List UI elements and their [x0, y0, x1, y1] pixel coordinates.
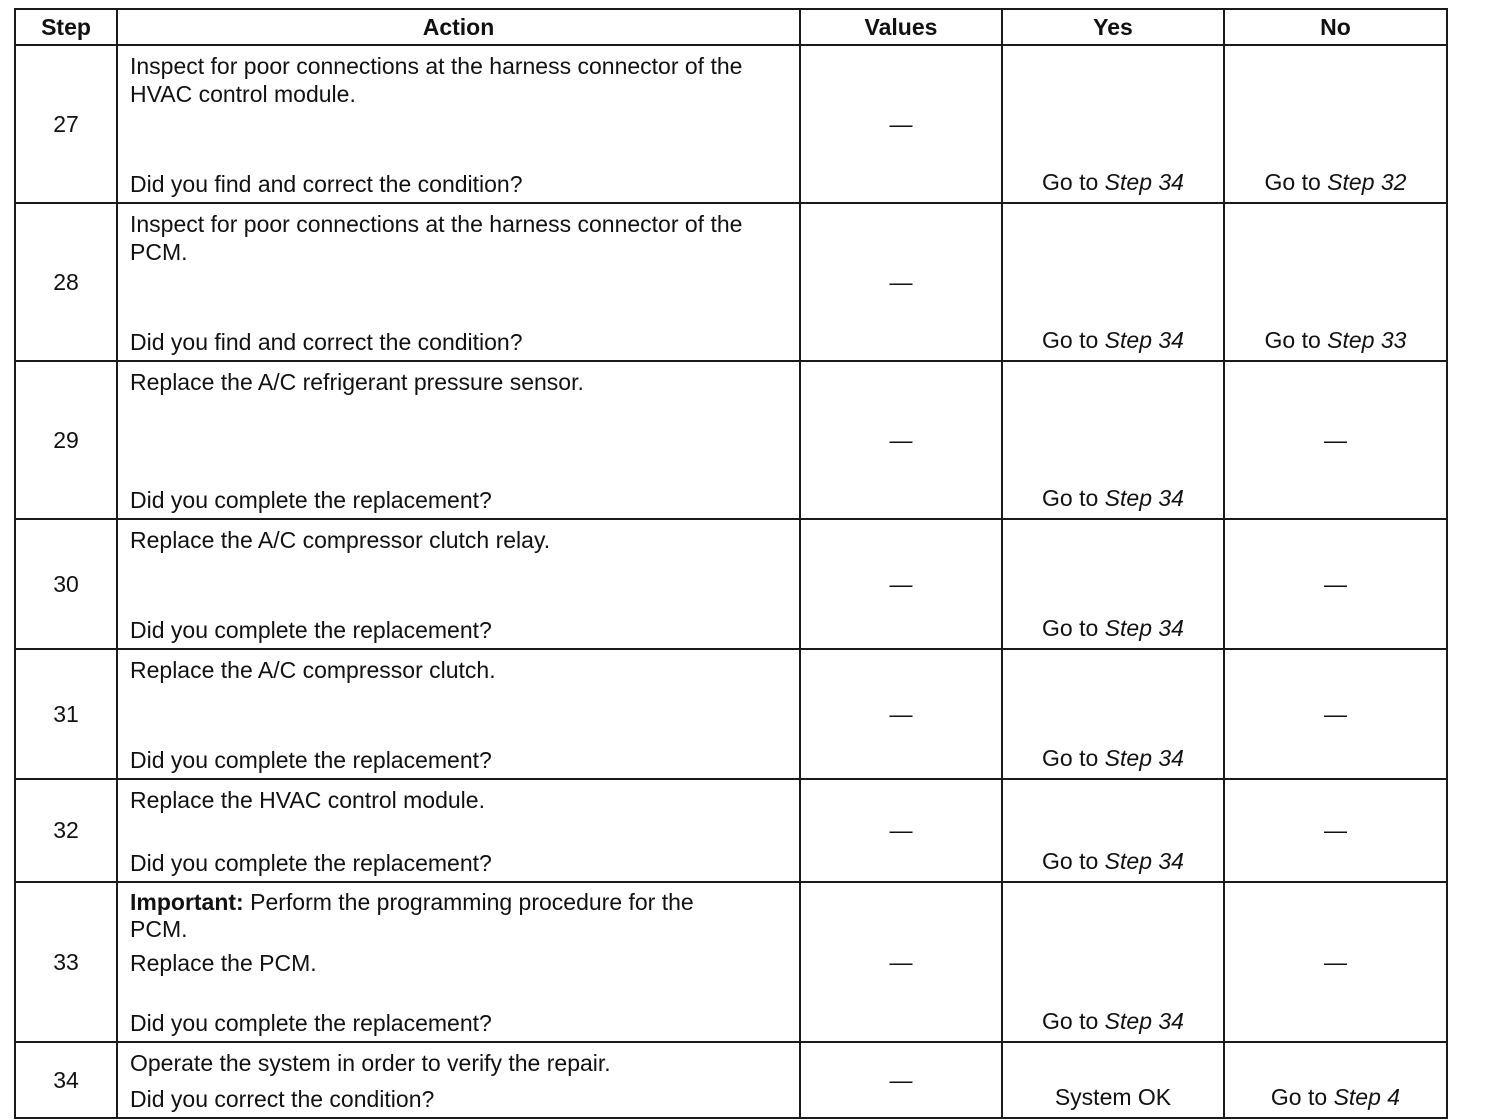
goto-text: Go to [1042, 485, 1099, 511]
yes-cell [1002, 1042, 1224, 1118]
goto-text: Go to [1042, 615, 1099, 641]
step-reference: Step 32 [1327, 169, 1407, 195]
values-cell: — [800, 882, 1002, 1042]
table-row [15, 519, 1447, 649]
header-step: Step [15, 9, 117, 45]
no-dash: — [1324, 426, 1347, 453]
action-text: Replace the A/C compressor clutch. [130, 657, 496, 683]
table-row [15, 779, 1447, 882]
action-cell [117, 45, 800, 203]
table-row [15, 203, 1447, 361]
action-cell [117, 882, 800, 1042]
important-text: Perform the programming procedure for the PCM. [130, 889, 694, 942]
step-number: 32 [15, 779, 117, 882]
yes-cell [1002, 361, 1224, 519]
no-dash: — [1324, 570, 1347, 597]
action-question: Did you complete the replacement? [130, 487, 492, 513]
values-cell: — [800, 361, 1002, 519]
action-text: Inspect for poor connections at the harness connector of the HVAC control module. [130, 53, 743, 107]
table-row [15, 882, 1447, 1042]
step-number: 27 [15, 45, 117, 203]
action-question: Did you complete the replacement? [130, 617, 492, 643]
yes-cell [1002, 779, 1224, 882]
no-cell [1224, 519, 1447, 649]
action-cell [117, 649, 800, 779]
diagnostic-table [14, 8, 1448, 1119]
header-values: Values [800, 9, 1002, 45]
values-cell: — [800, 203, 1002, 361]
action-text: Inspect for poor connections at the harness connector of the PCM. [130, 211, 743, 265]
important-label: Important: [130, 889, 244, 915]
step-reference: Step 34 [1104, 1008, 1184, 1034]
action-cell [117, 779, 800, 882]
action-question: Did you complete the replacement? [130, 1010, 492, 1036]
no-cell [1224, 361, 1447, 519]
values-cell: — [800, 1042, 1002, 1118]
values-cell: — [800, 649, 1002, 779]
step-number: 31 [15, 649, 117, 779]
values-cell: — [800, 779, 1002, 882]
goto-text: Go to [1264, 169, 1321, 195]
action-question: Did you correct the condition? [130, 1086, 435, 1112]
step-reference: Step 34 [1104, 615, 1184, 641]
action-text: Replace the HVAC control module. [130, 787, 485, 813]
table-body [15, 45, 1447, 1118]
action-question: Did you complete the replacement? [130, 747, 492, 773]
no-cell [1224, 649, 1447, 779]
action-question: Did you find and correct the condition? [130, 171, 523, 197]
table-row [15, 45, 1447, 203]
action-cell [117, 519, 800, 649]
step-reference: Step 34 [1104, 327, 1184, 353]
no-cell [1224, 1042, 1447, 1118]
step-number: 29 [15, 361, 117, 519]
action-question: Did you find and correct the condition? [130, 329, 523, 355]
goto-text: Go to [1042, 327, 1099, 353]
step-reference: Step 34 [1104, 485, 1184, 511]
goto-text: Go to [1270, 1084, 1328, 1110]
step-reference: Step 34 [1104, 848, 1184, 874]
action-cell [117, 361, 800, 519]
step-reference: Step 34 [1104, 169, 1184, 195]
action-text: Replace the A/C compressor clutch relay. [130, 527, 551, 553]
yes-cell [1002, 519, 1224, 649]
no-dash: — [1324, 700, 1347, 727]
header-no: No [1224, 9, 1447, 45]
step-number: 30 [15, 519, 117, 649]
header-action: Action [117, 9, 800, 45]
goto-text: Go to [1042, 848, 1099, 874]
action-text: Replace the PCM. [130, 950, 317, 976]
no-cell [1224, 203, 1447, 361]
action-cell [117, 1042, 800, 1118]
no-cell [1224, 779, 1447, 882]
action-text: Replace the A/C refrigerant pressure sensor. [130, 369, 584, 395]
step-number: 28 [15, 203, 117, 361]
header-row [15, 9, 1447, 45]
yes-cell [1002, 203, 1224, 361]
table-row [15, 1042, 1447, 1118]
action-cell [117, 203, 800, 361]
action-text: Operate the system in order to verify the repair. [130, 1050, 611, 1076]
table-row [15, 649, 1447, 779]
step-reference: Step 33 [1327, 327, 1407, 353]
no-dash: — [1324, 948, 1347, 975]
yes-cell [1002, 649, 1224, 779]
result-text: System OK [1054, 1084, 1172, 1110]
step-reference: Step 4 [1333, 1084, 1401, 1110]
values-cell: — [800, 45, 1002, 203]
goto-text: Go to [1042, 169, 1099, 195]
goto-text: Go to [1042, 745, 1099, 771]
no-dash: — [1324, 817, 1347, 843]
table-row [15, 361, 1447, 519]
step-reference: Step 34 [1104, 745, 1184, 771]
yes-cell [1002, 882, 1224, 1042]
yes-cell [1002, 45, 1224, 203]
no-cell [1224, 882, 1447, 1042]
important-note [130, 889, 730, 943]
goto-text: Go to [1042, 1008, 1099, 1034]
goto-text: Go to [1264, 327, 1321, 353]
no-cell [1224, 45, 1447, 203]
action-question: Did you complete the replacement? [130, 850, 492, 876]
step-number: 33 [15, 882, 117, 1042]
header-yes: Yes [1002, 9, 1224, 45]
step-number: 34 [15, 1042, 117, 1118]
values-cell: — [800, 519, 1002, 649]
